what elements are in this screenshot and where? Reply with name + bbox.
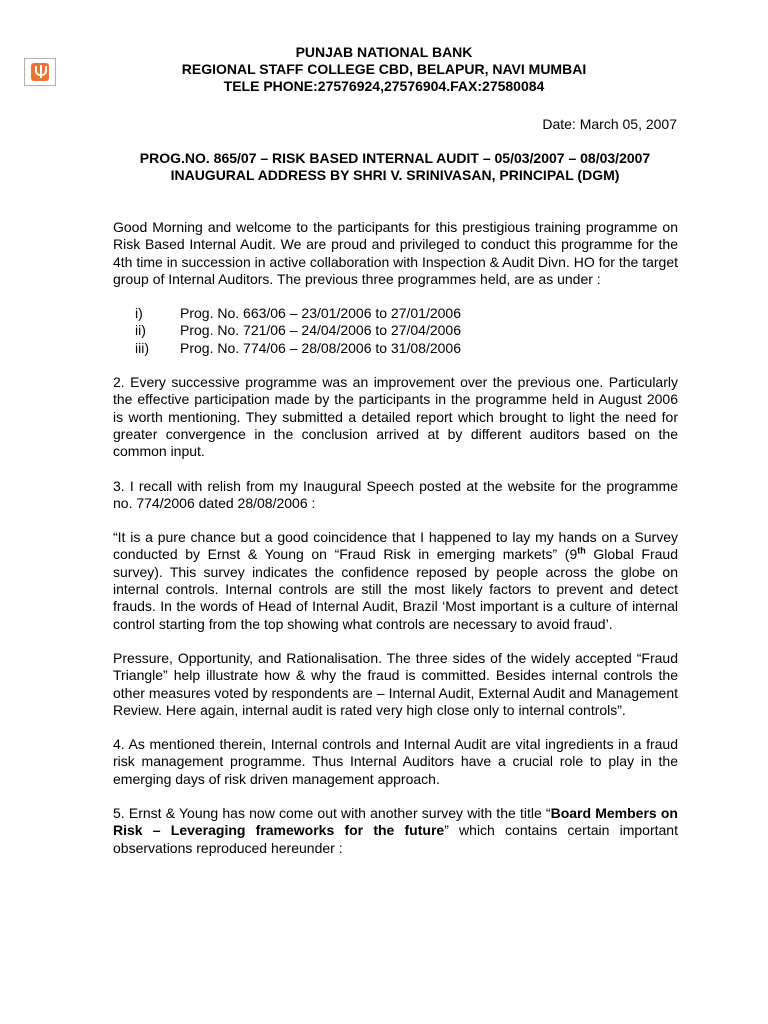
list-text: Prog. No. 663/06 – 23/01/2006 to 27/01/2006 bbox=[180, 305, 462, 322]
paragraph-6-text-2: ” which contains certain important observations reproduced hereunder : bbox=[113, 822, 678, 856]
programme-line: PROG.NO. 865/07 – RISK BASED INTERNAL AUDIT – 05/03/2007 – 08/03/2007 bbox=[139, 150, 651, 166]
paragraph-6 bbox=[113, 805, 678, 857]
paragraph-1: Good Morning and welcome to the participants for this prestigious training programme on Risk Based Internal Audit. We are proud and privileged to conduct this programme for the 4th time in succession in active collaboration with Inspection & Audit Divn. HO for the target group of Internal Auditors. The previous three programmes held, are as under : bbox=[113, 219, 678, 287]
address-line: INAUGURAL ADDRESS BY SHRI V. SRINIVASAN, PRINCIPAL (DGM) bbox=[170, 167, 620, 183]
document-date: Date: March 05, 2007 bbox=[542, 116, 677, 132]
bank-name: PUNJAB NATIONAL BANK bbox=[295, 44, 473, 60]
list-text: Prog. No. 774/06 – 28/08/2006 to 31/08/2006 bbox=[180, 339, 462, 356]
paragraph-3: 3. I recall with relish from my Inaugural Speech posted at the website for the programme no. 774/2006 dated 28/08/2006 : bbox=[113, 477, 678, 511]
paragraph-2: 2. Every successive programme was an improvement over the previous one. Particularly the effective participation made by the participants in the programme held in August 2006 is worth mentioning. They submitted a detailed report which brought to light the need for greater convergence in the conclusion arrived at by different auditors based on the common input. bbox=[113, 374, 678, 460]
quote-paragraph bbox=[113, 529, 678, 633]
college-address: REGIONAL STAFF COLLEGE CBD, BELAPUR, NAVI MUMBAI bbox=[181, 61, 587, 77]
quote-text-2: Global Fraud survey). This survey indicates the confidence reposed by people across the globe on internal controls. Internal controls are still the most likely factors to prevent and detect frauds. In the words of Head of Internal Audit, Brazil ‘Most important is a culture of internal control starting from the top showing what controls are necessary to avoid fraud’. bbox=[113, 546, 678, 632]
document-body bbox=[113, 219, 678, 874]
paragraph-6-text-1: 5. Ernst & Young has now come out with another survey with the title “ bbox=[113, 805, 551, 822]
list-number: ii) bbox=[135, 322, 146, 339]
paragraph-4: Pressure, Opportunity, and Rationalisation. The three sides of the widely accepted “Fraud Triangle” help illustrate how & why the fraud is committed. Besides internal controls the other measures voted by respondents are – Internal Audit, External Audit and Management Review. Here again, internal audit is rated very high close only to internal controls”. bbox=[113, 649, 678, 718]
quote-text-1: “It is a pure chance but a good coincidence that I happened to lay my hands on a Survey conducted by Ernst & Young on “Fraud Risk in emerging markets” (9 bbox=[113, 529, 678, 563]
letterhead bbox=[0, 44, 768, 95]
list-item bbox=[113, 305, 678, 322]
ordinal-suffix: th bbox=[577, 545, 586, 556]
paragraph-5: 4. As mentioned therein, Internal controls and Internal Audit are vital ingredients in a fraud risk management programme. Thus Internal Auditors have a crucial role to play in the emerging days of risk driven management approach. bbox=[113, 736, 678, 787]
list-text: Prog. No. 721/06 – 24/04/2006 to 27/04/2006 bbox=[180, 322, 462, 339]
programme-title bbox=[0, 150, 768, 184]
survey-title: Board Members on Risk – Leveraging frameworks for the future bbox=[113, 805, 678, 839]
list-number: i) bbox=[135, 305, 143, 322]
programme-list bbox=[113, 305, 678, 357]
list-item bbox=[113, 322, 678, 339]
list-number: iii) bbox=[135, 339, 149, 356]
contact-line: TELE PHONE:27576924,27576904.FAX:27580084 bbox=[223, 78, 545, 94]
list-item bbox=[113, 340, 678, 357]
